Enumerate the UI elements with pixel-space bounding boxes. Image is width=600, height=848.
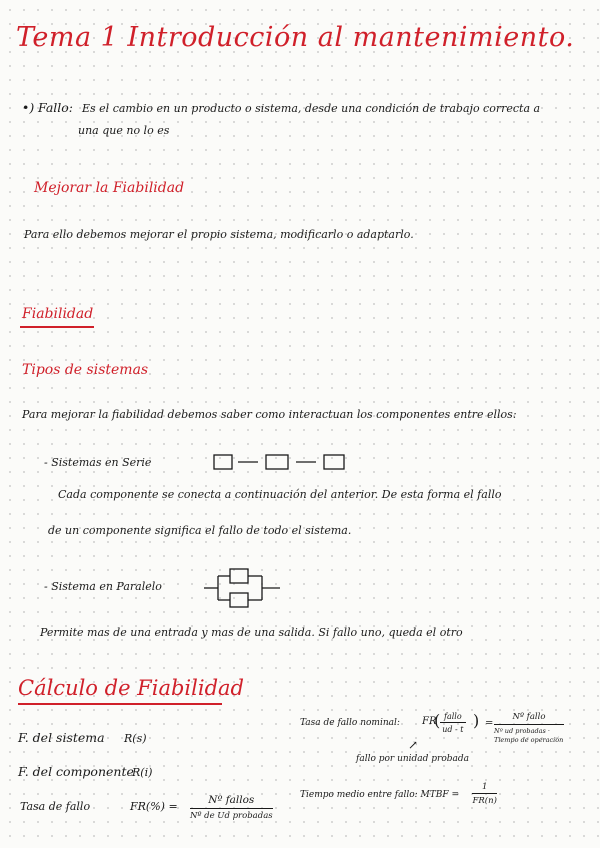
tasa-nominal-note: fallo por unidad probada xyxy=(356,754,470,764)
fiabilidad-underline xyxy=(20,326,94,328)
serie-diagram xyxy=(210,452,350,474)
mejorar-heading: Mejorar la Fiabilidad xyxy=(34,180,185,196)
tasa-nominal-label: Tasa de fallo nominal: xyxy=(300,718,400,728)
f-componente-label: F. del componente xyxy=(18,764,134,779)
tipos-heading: Tipos de sistemas xyxy=(22,362,149,378)
tasa-fallo-denominator: Nº de Ud probadas xyxy=(190,811,273,821)
tasa-nominal-equals: = xyxy=(485,718,494,729)
mtbf-denominator: FR(n) xyxy=(472,796,497,806)
page-title: Tema 1 Introducción al mantenimiento. xyxy=(16,22,575,53)
calculo-underline xyxy=(18,703,222,705)
arrow-icon: ↗ xyxy=(408,738,419,752)
paralelo-line1: Permite mas de una entrada y mas de una salida. Si fallo uno, queda el otro xyxy=(40,626,463,639)
tasa-nominal-fraction xyxy=(494,712,564,745)
tasa-fallo-label: Tasa de fallo xyxy=(20,800,91,813)
mtbf-numerator: 1 xyxy=(472,782,497,794)
bullet-marker: •) xyxy=(22,100,35,115)
serie-label: - Sistemas en Serie xyxy=(44,456,152,469)
f-sistema-label: F. del sistema xyxy=(18,730,105,745)
f-componente-symbol: R(i) xyxy=(132,766,153,779)
fallo-definition-line1: Es el cambio en un producto o sistema, desde una condición de trabajo correcta a xyxy=(82,102,541,115)
fallo-term: Fallo: xyxy=(38,100,74,115)
f-sistema-symbol: R(s) xyxy=(124,732,147,745)
tasa-nominal-numerator: Nº fallo xyxy=(494,712,564,725)
serie-line2: de un componente significa el fallo de todo el sistema. xyxy=(48,524,352,537)
tasa-nominal-denominator: Nº ud probadas · Tiempo de operación xyxy=(494,727,564,744)
calculo-heading: Cálculo de Fiabilidad xyxy=(18,676,244,700)
tasa-fallo-fraction xyxy=(190,794,273,821)
mtbf-fraction xyxy=(472,782,497,806)
tasa-nominal-inner-fraction xyxy=(440,712,466,734)
serie-line1: Cada componente se conecta a continuación del anterior. De esta forma el fallo xyxy=(58,488,502,501)
mtbf-label: Tiempo medio entre fallo: MTBF = xyxy=(300,790,460,800)
paralelo-label: - Sistema en Paralelo xyxy=(44,580,162,593)
paralelo-diagram xyxy=(204,566,284,610)
tipos-intro: Para mejorar la fiabilidad debemos saber como interactuan los componentes entre ellos: xyxy=(22,408,517,421)
tasa-nominal-symbol: FR xyxy=(422,716,437,727)
tasa-nominal-inner-den: ud - t xyxy=(442,725,464,734)
paren-open: ( xyxy=(434,711,441,730)
mejorar-text: Para ello debemos mejorar el propio sistema, modificarlo o adaptarlo. xyxy=(24,228,414,241)
fiabilidad-heading: Fiabilidad xyxy=(22,306,94,322)
tasa-fallo-symbol: FR(%) = xyxy=(130,800,178,813)
fallo-definition-line2: una que no lo es xyxy=(78,124,170,137)
tasa-nominal-inner-num: fallo xyxy=(440,712,466,723)
paren-close: ) xyxy=(473,711,480,730)
tasa-fallo-numerator: Nº fallos xyxy=(190,794,273,809)
